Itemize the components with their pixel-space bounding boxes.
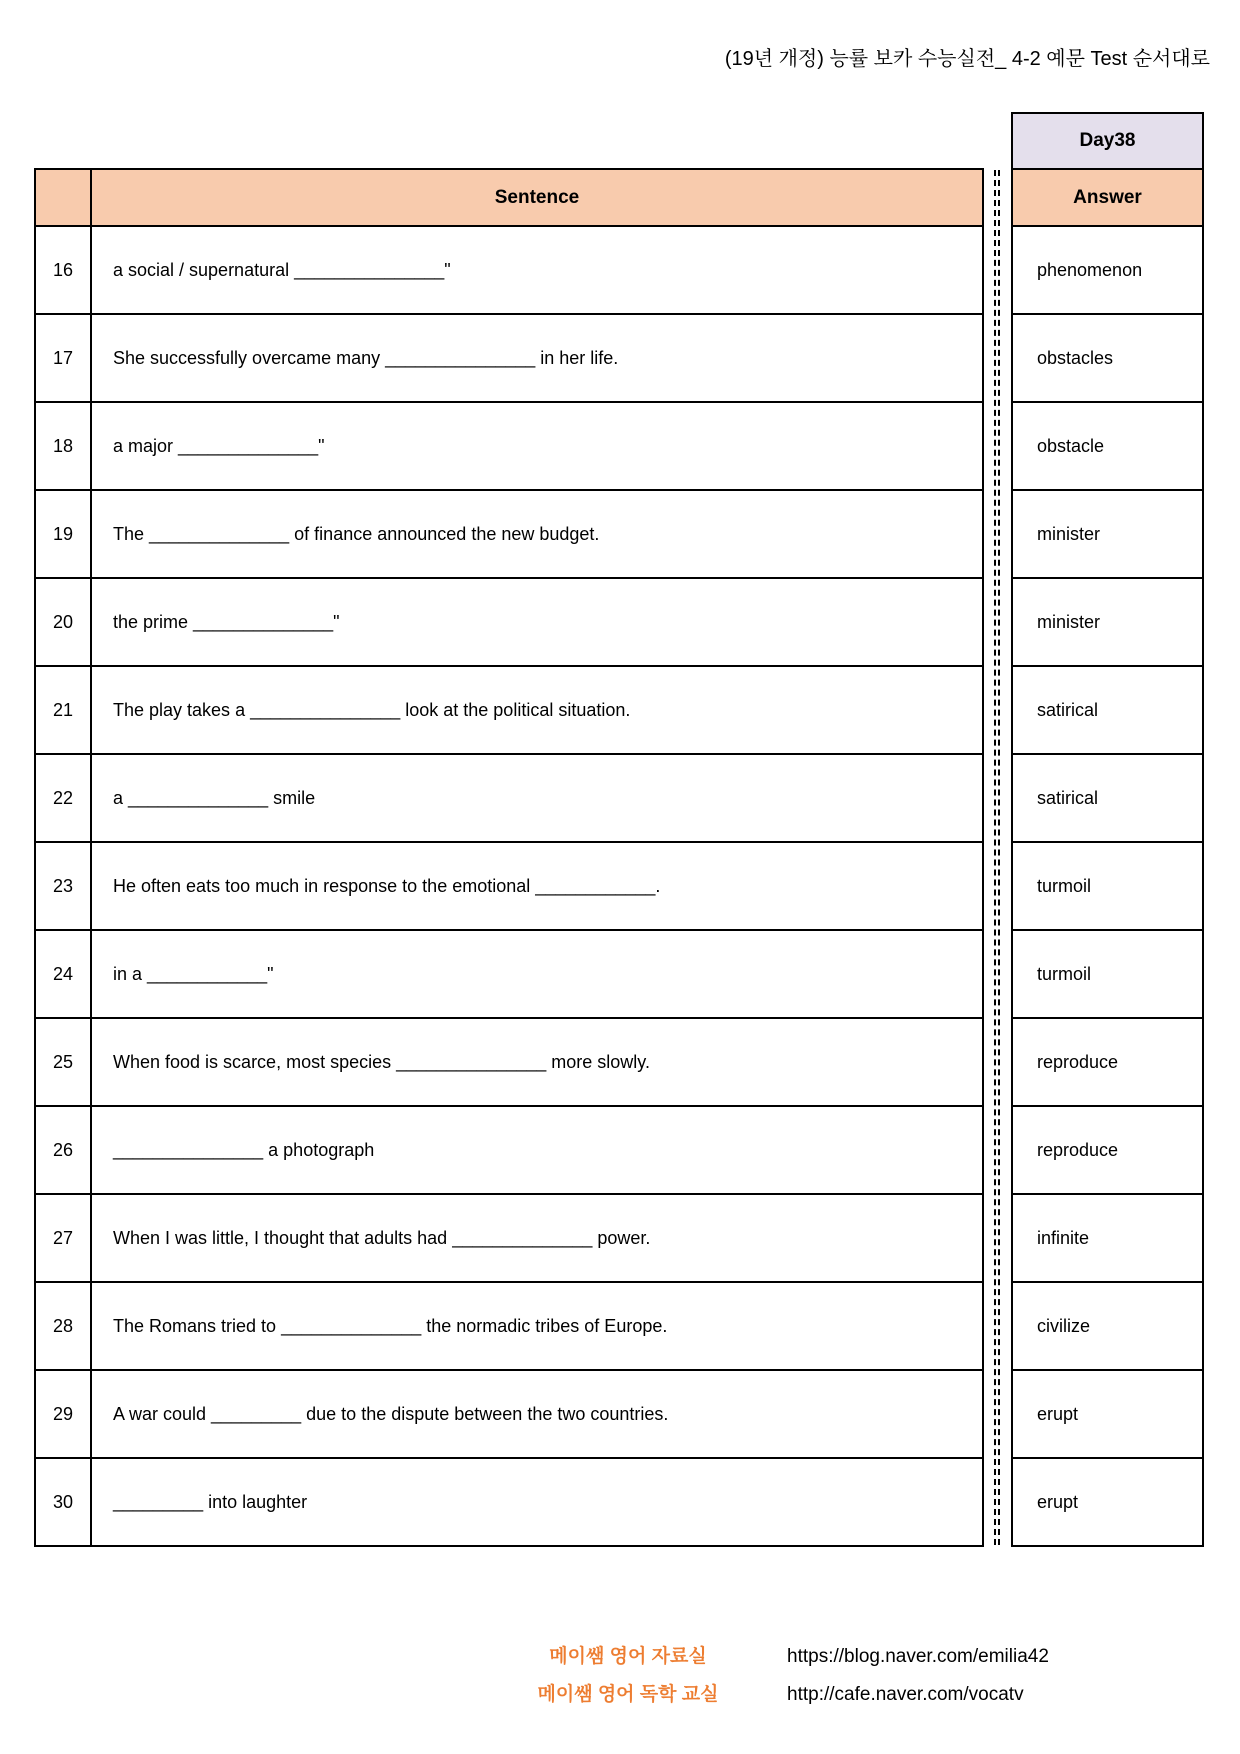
sentence-cell: The play takes a _______________ look at the political situation. [113,699,631,720]
answer-cell: turmoil [1037,875,1092,896]
sentence-table [34,168,984,1547]
table-row [36,579,982,667]
answer-cell: civilize [1037,1315,1091,1336]
table-row [36,755,982,843]
table-row [36,667,982,755]
sentence-cell: _______________ a photograph [113,1139,375,1160]
row-number-cell: 27 [36,1195,92,1281]
answer-cell: erupt [1037,1491,1079,1512]
answer-cell: turmoil [1037,963,1092,984]
table-row [36,315,982,403]
table-row [36,1459,982,1545]
answer-cell: phenomenon [1037,259,1143,280]
table-row [36,1195,982,1283]
footer-links [787,1638,1049,1714]
answer-cell: erupt [1037,1403,1079,1424]
answer-cell: satirical [1037,787,1099,808]
table-row [36,1107,982,1195]
answer-cell: obstacle [1037,435,1105,456]
row-number-cell: 23 [36,843,92,929]
row-number-cell: 18 [36,403,92,489]
answer-row [1013,1195,1202,1283]
answer-row [1013,667,1202,755]
answer-header-cell: Answer [1013,170,1202,227]
table-row [36,1283,982,1371]
answer-row [1013,491,1202,579]
answer-rows [1013,227,1202,1545]
table-row [36,1371,982,1459]
table-row [36,1019,982,1107]
sentence-cell: She successfully overcame many _______________ in her life. [113,347,619,368]
answer-row [1013,1019,1202,1107]
footer-blog-url: https://blog.naver.com/emilia42 [787,1646,1049,1667]
answer-cell: satirical [1037,699,1099,720]
sentence-cell: the prime ______________" [113,611,340,632]
sentence-cell: a ______________ smile [113,787,316,808]
sentence-cell: _________ into laughter [113,1491,308,1512]
answer-cell: reproduce [1037,1139,1119,1160]
answer-row [1013,755,1202,843]
table-row [36,227,982,315]
footer-cafe-url: http://cafe.naver.com/vocatv [787,1684,1024,1705]
row-number-cell: 28 [36,1283,92,1369]
answer-row [1013,1459,1202,1545]
row-number-cell: 29 [36,1371,92,1457]
answer-cell: minister [1037,611,1101,632]
page-title: (19년 개정) 능률 보카 수능실전_ 4-2 예문 Test 순서대로 [724,48,1210,70]
sentence-cell: When I was little, I thought that adults had ______________ power. [113,1227,651,1248]
day-label: Day38 [1011,112,1204,170]
sentence-cell: a social / supernatural _______________" [113,259,451,280]
sentence-cell: When food is scarce, most species _______________ more slowly. [113,1051,650,1072]
row-number-cell: 20 [36,579,92,665]
row-number-cell: 19 [36,491,92,577]
row-number-cell: 24 [36,931,92,1017]
answer-row [1013,579,1202,667]
row-number-cell: 30 [36,1459,92,1545]
sentence-cell: a major ______________" [113,435,325,456]
answer-cell: reproduce [1037,1051,1119,1072]
table-row [36,403,982,491]
row-number-cell: 16 [36,227,92,313]
row-number-cell: 25 [36,1019,92,1105]
sentence-cell: in a ____________" [113,963,274,984]
answer-row [1013,227,1202,315]
sentence-header-cell: Sentence [494,186,580,208]
footer-credits [518,1638,738,1714]
row-number-cell: 17 [36,315,92,401]
answer-row [1013,1371,1202,1459]
answer-table [1011,168,1204,1547]
answer-row [1013,1283,1202,1371]
footer-credit-line2: 메이쌤 영어 독학 교실 [537,1684,719,1705]
table-row [36,491,982,579]
table-row [36,843,982,931]
table-row [36,931,982,1019]
row-number-cell: 22 [36,755,92,841]
answer-cell: minister [1037,523,1101,544]
sentence-table-header-row [36,170,982,227]
answer-cell: infinite [1037,1227,1090,1248]
answer-row [1013,843,1202,931]
answer-row [1013,315,1202,403]
row-number-cell: 21 [36,667,92,753]
sentence-cell: The ______________ of finance announced the new budget. [113,523,600,544]
sentence-rows [36,227,982,1545]
sentence-cell: A war could _________ due to the dispute between the two countries. [113,1403,669,1424]
footer-credit-line1: 메이쌤 영어 자료실 [549,1646,707,1667]
answer-row [1013,931,1202,1019]
answer-row [1013,403,1202,491]
sentence-cell: He often eats too much in response to the emotional ____________. [113,875,661,896]
answer-cell: obstacles [1037,347,1114,368]
row-number-cell: 26 [36,1107,92,1193]
sentence-cell: The Romans tried to ______________ the normadic tribes of Europe. [113,1315,668,1336]
answer-row [1013,1107,1202,1195]
dashed-separator [994,170,1000,1545]
number-header-cell [36,170,92,225]
